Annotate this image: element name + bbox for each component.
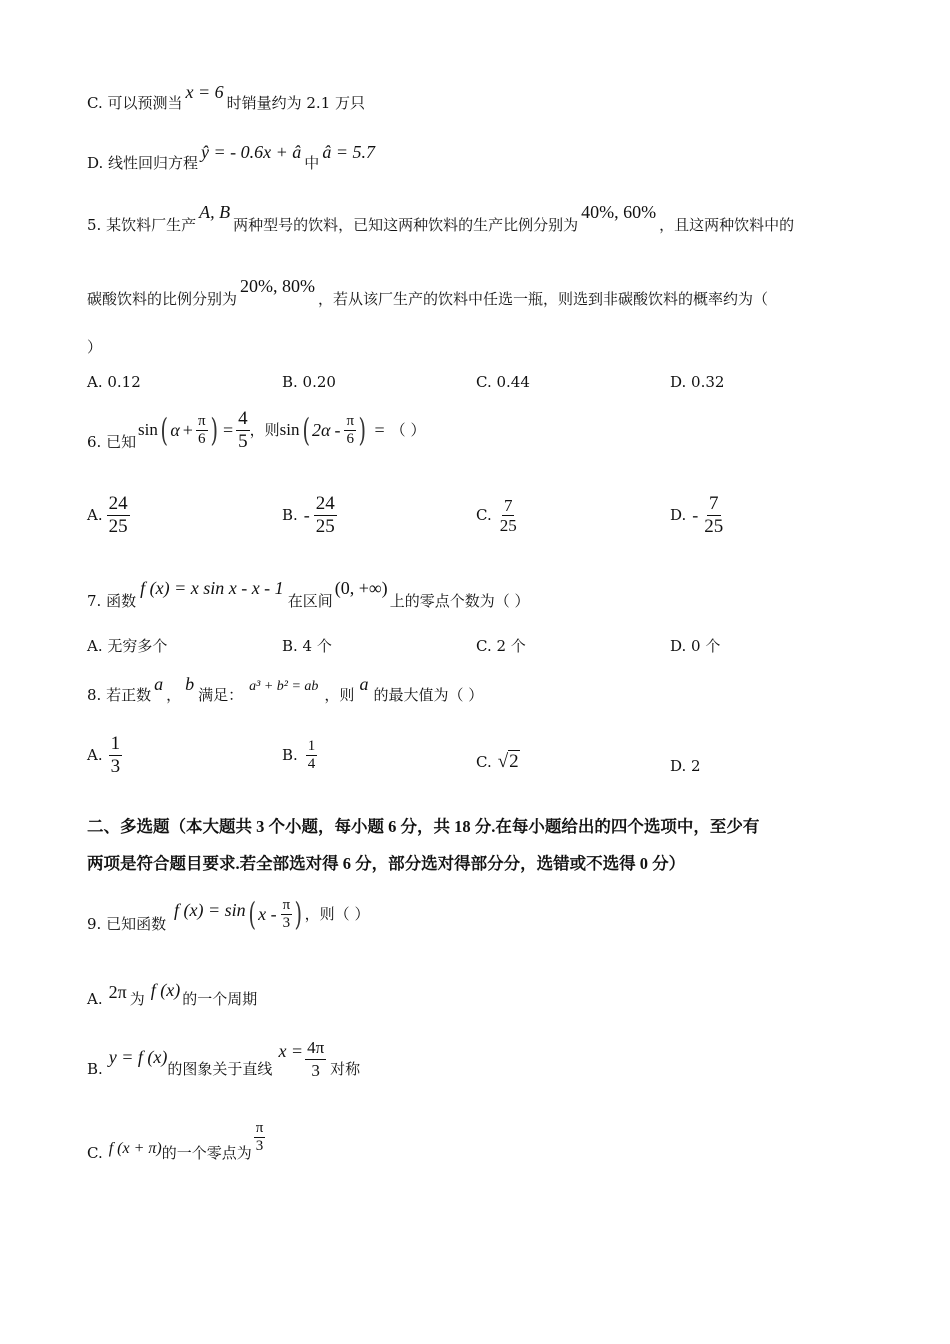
q8-option-d: D. 2 [670,757,701,775]
q4-option-c: C. 可以预测当x = 6时销量约为 2.1 万只 [87,82,366,112]
q8-stem: 8. 若正数a，b满足： a³ + b² = ab ，则a的最大值为（ ） [87,674,484,704]
q8-equation: a³ + b² = ab [249,679,319,694]
q5-option-b: B. 0.20 [282,373,336,391]
q7-option-b: B. 4 个 [282,637,332,655]
q8-option-b: B. $\frac{1}{4}$ [282,737,316,772]
q6-option-c: C. $\frac{7}{25}$ [476,495,517,535]
q5-option-a: A. 0.12 [87,373,141,391]
q9-option-a: A. 2π 为 f (x) 的一个周期 [87,980,258,1008]
q7-option-a: A. 无穷多个 [87,637,168,655]
section2-title-line1: 二、多选题（本大题共 3 个小题，每小题 6 分，共 18 分.在每小题给出的四个选项中，至少有 [87,817,760,836]
q8-option-c: C. √2 [476,751,519,772]
q5-stem-line3: ） [87,338,103,356]
q4-d-math2: â = 5.7 [322,142,375,162]
q6-stem-label: 6. 已知 [87,433,137,451]
q5-option-c: C. 0.44 [476,373,530,391]
q9-option-c: C. f (x + π) 的一个零点为 $\frac{\pi}{3}$ [87,1119,264,1162]
q7-interval: (0, +∞) [334,578,388,598]
q4-option-d: D. 线性回归方程ŷ = - 0.6x + â中â = 5.7 [87,142,375,172]
q6-option-d: D. - $\frac{7}{25}$ [670,492,724,537]
section2-title-line2: 两项是符合题目要求.若全部选对得 6 分，部分选对得部分分，选错或不选得 0 分） [87,854,686,873]
q5-option-d: D. 0.32 [670,373,725,391]
q6-option-b: B. - $\frac{24}{25}$ [282,492,335,537]
q7-function: f (x) = x sin x - x - 1 [140,578,284,598]
q9-stem-label: 9. 已知函数 [87,915,167,933]
q6-condition: sin ( α + $\frac{\pi}{6}$ ) = $\frac{4}{5}$ ，则 sin ( 2α - $\frac{\pi}{6}$ ) = （ ） [138,407,426,452]
q5-stem-line2: 碳酸饮料的比例分别为20%, 80%，若从该厂生产的饮料中任选一瓶，则选到非碳酸饮料的概率约为（ [87,276,769,308]
q7-option-c: C. 2 个 [476,637,526,655]
q6-option-a: A. $\frac{24}{25}$ [87,492,128,537]
q7-option-d: D. 0 个 [670,637,721,655]
q4-c-math: x = 6 [185,82,224,102]
q9-option-b: B. y = f (x) 的图象关于直线 x = $\frac{4\pi}{3}$ 对称 [87,1037,361,1080]
q8-option-a: A. $\frac{1}{3}$ [87,732,121,777]
q7-stem: 7. 函数f (x) = x sin x - x - 1在区间(0, +∞)上的零点个数为（ ） [87,578,530,610]
q4-d-math: ŷ = - 0.6x + â [201,142,302,162]
q5-stem-line1: 5. 某饮料厂生产A, B两种型号的饮料，已知这两种饮料的生产比例分别为40%, 60%，且这两种饮料中的 [87,202,795,234]
q9-function: f (x) = sin ( x - $\frac{\pi}{3}$ ) ，则（ ） [174,895,370,933]
